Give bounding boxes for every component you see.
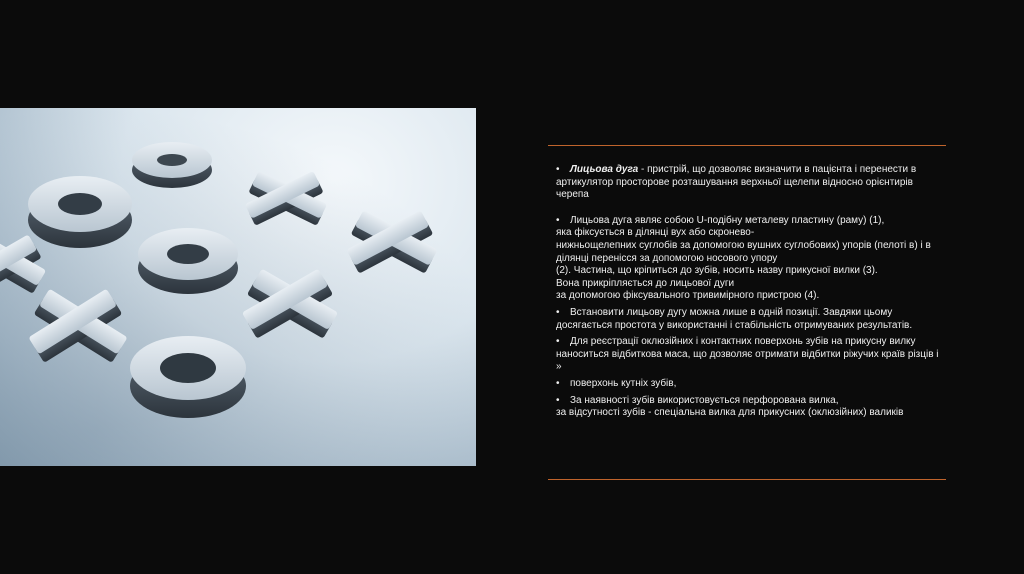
bullet-paragraph-5 (556, 378, 940, 391)
o-piece (130, 336, 246, 418)
o-piece (138, 228, 238, 294)
bullet-paragraph-3 (556, 307, 940, 332)
paragraph-text: Встановити лицьову дугу можна лише в одній позиції. Завдяки цьому досягається простота у використанні і стабільність отримуваних результатів. (556, 306, 913, 331)
paragraph-text: - пристрій, що дозволяє визначити в пацієнта і перенести в артикулятор просторове розташування верхньої щелепи відносно орієнтирів черепа (556, 164, 917, 201)
content-text (556, 164, 940, 424)
o-piece (132, 142, 212, 188)
term-face-bow: Лицьова дуга (570, 164, 639, 175)
paragraph-text: За наявності зубів використовується перфорована вилка, за відсутності зубів - спеціальна вилка для прикусних (оклюзійних) валиків (556, 394, 904, 419)
divider-top (548, 145, 946, 146)
bullet-paragraph-1 (556, 164, 940, 202)
o-piece (28, 176, 132, 248)
bullet-paragraph-6 (556, 395, 940, 420)
bullet-paragraph-4 (556, 336, 940, 374)
tic-tac-toe-photo (0, 108, 476, 466)
bullet-paragraph-2 (556, 215, 940, 303)
divider-bottom (548, 479, 946, 480)
paragraph-text: поверхонь кутніх зубів, (570, 377, 677, 389)
paragraph-text: Для реєстрації оклюзійних і контактних поверхонь зубів на прикусну вилку наноситься відбиткова маса, що дозволяє отримати відбитки ріжучих країв різців і » (556, 336, 939, 373)
tic-tac-toe-pieces-image (0, 108, 476, 466)
paragraph-text: Лицьова дуга являє собою U-подібну металеву пластину (раму) (1), яка фіксується в ділянці вух або скронево- нижньощелепних суглобів за допомогою вушних суглобових) упорів (пелоті в) і в ділянці перенісся за допомогою носового упору (2). Частина, що кріпиться до зубів, носить назву прикусної вилки (3). Вона прикріпляється до лицьової дуги за допомогою фіксувального тривимірного пристрою (4). (556, 214, 931, 302)
